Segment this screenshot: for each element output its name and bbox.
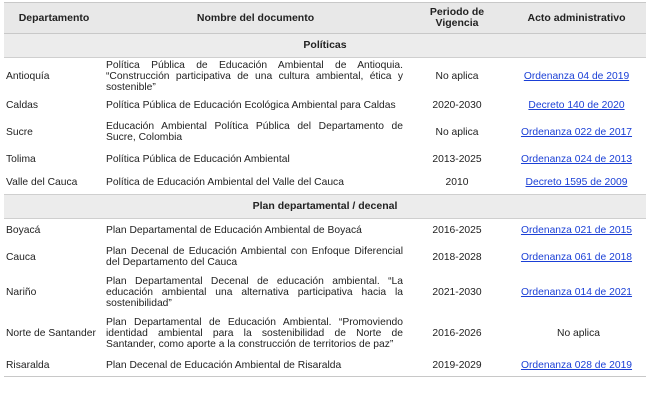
table-row [4,242,646,272]
cell-periodo: No aplica [435,126,479,138]
cell-nombre: Plan Decenal de Educación Ambiental de Risaralda [104,355,407,377]
table-row [4,116,646,148]
cell-nombre: Educación Ambiental Política Pública del Departamento de Sucre, Colombia [106,121,403,143]
cell-departamento: Tolima [6,153,36,165]
cell-periodo: 2016-2026 [432,328,482,339]
table-header [4,3,646,34]
cell-departamento: Caldas [6,99,39,111]
cell-periodo: 2013-2025 [432,153,482,165]
header-periodo: Periodo de Vigencia [407,3,507,34]
table-row [4,272,646,312]
cell-periodo: 2010 [445,176,469,188]
policies-table [4,2,646,377]
table-row [4,312,646,355]
cell-acto [507,58,646,95]
cell-acto [507,355,646,377]
cell-periodo: 2019-2029 [407,355,507,377]
table-row [4,148,646,170]
section-row-plan [4,195,646,219]
cell-acto [507,219,646,243]
cell-departamento: Risaralda [4,355,104,377]
acto-link[interactable]: Decreto 140 de 2020 [528,99,625,111]
header-nombre: Nombre del documento [104,3,407,34]
cell-acto [507,242,646,272]
header-row [4,3,646,34]
acto-no-aplica: No aplica [557,328,600,339]
header-acto: Acto administrativo [507,3,646,34]
acto-link[interactable]: Ordenanza 028 de 2019 [520,360,633,371]
table-body [4,34,646,377]
cell-periodo: 2020-2030 [432,99,482,111]
cell-nombre: Política Pública de Educación Ecológica Ambiental para Caldas [106,99,396,111]
cell-departamento: Valle del Cauca [6,176,78,188]
section-title: Políticas [4,34,646,58]
cell-periodo: No aplica [435,70,479,82]
cell-departamento: Boyacá [6,225,41,236]
table-row [4,219,646,243]
cell-departamento: Nariño [6,286,37,298]
cell-departamento: Norte de Santander [6,328,96,339]
acto-link[interactable]: Ordenanza 061 de 2018 [520,251,633,263]
acto-link[interactable]: Ordenanza 024 de 2013 [520,153,633,165]
table-row [4,94,646,116]
cell-acto [507,94,646,116]
cell-nombre: Política de Educación Ambiental del Valle del Cauca [106,176,344,188]
acto-link[interactable]: Ordenanza 04 de 2019 [523,70,630,82]
section-row-politicas [4,34,646,58]
cell-departamento: Cauca [6,251,36,263]
cell-acto [507,116,646,148]
cell-nombre: Política Pública de Educación Ambiental [106,153,290,165]
header-departamento: Departamento [4,3,104,34]
acto-link[interactable]: Ordenanza 021 de 2015 [520,225,633,236]
cell-acto [507,148,646,170]
cell-departamento: Antioquía [6,70,50,82]
cell-nombre: Plan Departamental de Educación Ambiental. “Promoviendo identidad ambiental para la sostenibilidad de Norte de Santander, como aporte a la construcción de territorios de paz” [106,317,403,350]
cell-periodo: 2016-2025 [432,225,482,236]
cell-acto [507,272,646,312]
cell-acto [507,312,646,355]
acto-link[interactable]: Ordenanza 022 de 2017 [520,126,633,138]
acto-link[interactable]: Ordenanza 014 de 2021 [520,286,633,298]
table-row [4,355,646,377]
section-title: Plan departamental / decenal [4,195,646,219]
cell-periodo: 2021-2030 [432,286,482,298]
cell-nombre: Plan Departamental Decenal de educación ambiental. “La educación ambiental una alternativa participativa hacia la sostenibilidad” [106,275,403,309]
cell-nombre: Plan Decenal de Educación Ambiental con Enfoque Diferencial del Departamento del Cauca [106,246,403,268]
table-row [4,58,646,95]
cell-periodo: 2018-2028 [432,251,482,263]
table-row [4,170,646,195]
cell-nombre: Política Pública de Educación Ambiental de Antioquia. “Construcción participativa de una cultura ambiental, ética y sostenible” [106,59,403,93]
cell-nombre: Plan Departamental de Educación Ambiental de Boyacá [106,225,362,236]
cell-departamento: Sucre [6,126,33,138]
acto-link[interactable]: Decreto 1595 de 2009 [525,176,628,188]
cell-acto [507,170,646,195]
